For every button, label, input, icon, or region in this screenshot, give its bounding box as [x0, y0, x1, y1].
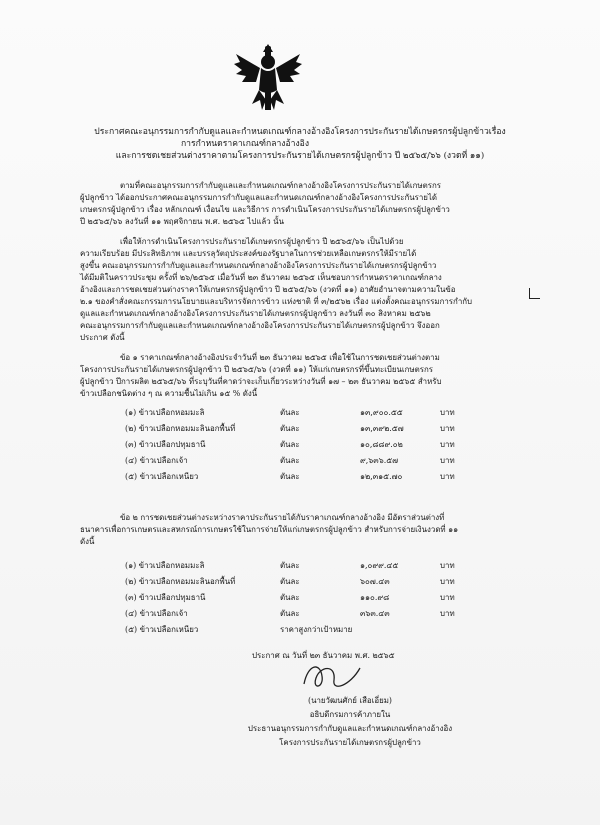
paragraph-intro [80, 180, 532, 228]
compensation-row [125, 608, 545, 620]
price-row [125, 439, 545, 451]
margin-mark [529, 288, 540, 299]
paragraph-line: ข้อ ๑ ราคาเกณฑ์กลางอ้างอิงประจำวันที่ ๒๓ ธันวาคม ๒๕๖๕ เพื่อใช้ในการชดเชยส่วนต่างตาม [120, 353, 440, 362]
currency: บาท [440, 472, 455, 481]
price: ๖๐๗.๔๓ [360, 577, 390, 586]
currency: บาท [440, 440, 455, 449]
paragraph-line: คณะอนุกรรมการกำกับดูแลและกำหนดเกณฑ์กลางอ้างอิงโครงการประกันรายได้เกษตรกรผู้ปลูกข้าว จึงออก [80, 321, 440, 330]
currency: บาท [440, 593, 455, 602]
unit: ตันละ [280, 593, 300, 602]
announce-date: ประกาศ ณ วันที่ ๒๓ ธันวาคม พ.ศ. ๒๕๖๕ [252, 651, 395, 660]
currency: บาท [440, 456, 455, 465]
price-row [125, 455, 545, 467]
paragraph-line: ธนาคารเพื่อการเกษตรและสหกรณ์การเกษตรใช้ในการจ่ายให้แก่เกษตรกรผู้ปลูกข้าว สำหรับการจ่ายเงินงวดที่ ๑๑ [80, 525, 459, 534]
signer-title: อธิบดีกรมการค้าภายใน [309, 710, 391, 719]
unit: ตันละ [280, 609, 300, 618]
clause-2 [80, 512, 532, 548]
unit: ตันละ [280, 456, 300, 465]
price-row [125, 471, 545, 483]
price: ๓๖๓.๔๓ [360, 609, 390, 618]
price: ๑,๐๙๙.๔๕ [360, 561, 399, 570]
garuda-emblem-icon [232, 44, 304, 114]
unit: ตันละ [280, 577, 300, 586]
price: ๑๐,๘๘๙.๐๒ [360, 440, 403, 449]
currency: บาท [440, 408, 455, 417]
paragraph-line: ผู้ปลูกข้าว ปีการผลิต ๒๕๖๕/๖๖ ที่ระบุวันที่คาดว่าจะเก็บเกี่ยวระหว่างวันที่ ๑๗ – ๒๓ ธันวาคม ๒๕๖๕ สำหรับ [80, 377, 442, 386]
header-line-1: ประกาศคณะอนุกรรมการกำกับดูแลและกำหนดเกณฑ์กลางอ้างอิงโครงการประกันรายได้เกษตรกรผู้ปลูกข้าวเรื่อง [94, 127, 506, 137]
handwritten-signature [298, 656, 368, 696]
rice-type: (๒) ข้าวเปลือกหอมมะลินอกพื้นที่ [125, 577, 236, 586]
price: ๑๒,๓๑๕.๗๐ [360, 472, 403, 481]
paragraph-line: ผู้ปลูกข้าว ได้ออกประกาศคณะอนุกรรมการกำกับดูแลและกำหนดเกณฑ์กลางอ้างอิงโครงการประกันรายได้ [80, 193, 438, 202]
rice-type: (๔) ข้าวเปลือกเจ้า [125, 456, 188, 465]
compensation-row [125, 560, 545, 572]
paragraph-line: ๒.๑ ของคำสั่งคณะกรรมการนโยบายและบริหารจัดการข้าว แห่งชาติ ที่ ๓/๒๕๖๒ เรื่อง แต่งตั้งคณะอนุกรรมการกำกับ [80, 297, 473, 306]
compensation-row [125, 576, 545, 588]
signer-role-2: โครงการประกันรายได้เกษตรกรผู้ปลูกข้าว [279, 738, 421, 747]
currency: บาท [440, 424, 455, 433]
unit: ตันละ [280, 561, 300, 570]
paragraph-line: ดูแลและกำหนดเกณฑ์กลางอ้างอิงโครงการประกันรายได้เกษตรกรผู้ปลูกข้าว ลงวันที่ ๓๐ สิงหาคม ๒๕๖๒ [80, 309, 431, 318]
signer-name: (นายวัฒนศักย์ เสือเอี่ยม) [308, 696, 392, 705]
compensation-row [125, 592, 545, 604]
unit: ราคาสูงกว่าเป้าหมาย [280, 625, 353, 634]
rice-type: (๑) ข้าวเปลือกหอมมะลิ [125, 561, 205, 570]
compensation-row [125, 624, 545, 636]
price: ๑๑๐.๙๘ [360, 593, 390, 602]
paragraph-resolution [80, 236, 532, 344]
currency: บาท [440, 609, 455, 618]
rice-type: (๔) ข้าวเปลือกเจ้า [125, 609, 188, 618]
paragraph-line: โครงการประกันรายได้เกษตรกรผู้ปลูกข้าว ปี ๒๕๖๕/๖๖ (งวดที่ ๑๑) ให้แก่เกษตรกรที่ขึ้นทะเบียนเกษตรกร [80, 365, 433, 374]
paragraph-line: ข้อ ๒ การชดเชยส่วนต่างระหว่างราคาประกันรายได้กับราคาเกณฑ์กลางอ้างอิง มีอัตราส่วนต่างที่ [120, 513, 445, 522]
rice-type: (๕) ข้าวเปลือกเหนียว [125, 472, 199, 481]
rice-type: (๓) ข้าวเปลือกปทุมธานี [125, 593, 206, 602]
paragraph-line: ตามที่คณะอนุกรรมการกำกับดูแลและกำหนดเกณฑ์กลางอ้างอิงโครงการประกันรายได้เกษตรกร [120, 181, 441, 190]
unit: ตันละ [280, 440, 300, 449]
paragraph-line: อ้างอิงและการชดเชยส่วนต่างราคาให้เกษตรกรผู้ปลูกข้าว ปี ๒๕๖๕/๖๖ (งวดที่ ๑๑) อาศัยอำนาจตามความในข้อ [80, 285, 456, 294]
rice-type: (๕) ข้าวเปลือกเหนียว [125, 625, 199, 634]
clause-1 [80, 352, 532, 400]
rice-type: (๓) ข้าวเปลือกปทุมธานี [125, 440, 206, 449]
paragraph-line: เพื่อให้การดำเนินโครงการประกันรายได้เกษตรกรผู้ปลูกข้าว ปี ๒๕๖๕/๖๖ เป็นไปด้วย [120, 237, 404, 246]
rice-type: (๑) ข้าวเปลือกหอมมะลิ [125, 408, 205, 417]
paragraph-line: สูงขึ้น คณะอนุกรรมการกำกับดูแลและกำหนดเกณฑ์กลางอ้างอิงโครงการประกันรายได้เกษตรกรผู้ปลูกข้าว [80, 261, 437, 270]
header-line-2: การกำหนดราคาเกณฑ์กลางอ้างอิง [180, 139, 310, 149]
unit: ตันละ [280, 424, 300, 433]
paragraph-line: ข้าวเปลือกชนิดต่าง ๆ ณ ความชื้นไม่เกิน ๑๕ % ดังนี้ [80, 389, 258, 398]
currency: บาท [440, 561, 455, 570]
paragraph-line: ดังนี้ [80, 537, 95, 546]
paragraph-line: ปี ๒๕๖๕/๖๖ ลงวันที่ ๑๑ พฤศจิกายน พ.ศ. ๒๕๖๕ ไปแล้ว นั้น [80, 217, 284, 226]
paragraph-line: ได้มีมติในคราวประชุม ครั้งที่ ๒๖/๒๕๖๕ เมื่อวันที่ ๒๓ ธันวาคม ๒๕๖๕ เห็นชอบการกำหนดราคาเกณฑ์กลาง [80, 273, 442, 282]
unit: ตันละ [280, 408, 300, 417]
price-row [125, 407, 545, 419]
price: ๑๓,๙๐๐.๕๕ [360, 408, 403, 417]
paragraph-line: ความเรียบร้อย มีประสิทธิภาพ และบรรลุวัตถุประสงค์ของรัฐบาลในการช่วยเหลือเกษตรกรให้มีรายได้ [80, 249, 417, 258]
price: ๑๓,๓๙๒.๕๗ [360, 424, 404, 433]
rice-type: (๒) ข้าวเปลือกหอมมะลินอกพื้นที่ [125, 424, 236, 433]
price: ๙,๖๓๖.๕๗ [360, 456, 399, 465]
currency: บาท [440, 577, 455, 586]
price-row [125, 423, 545, 435]
signer-role-1: ประธานอนุกรรมการกำกับดูแลและกำหนดเกณฑ์กลางอ้างอิง [247, 724, 453, 733]
paragraph-line: เกษตรกรผู้ปลูกข้าว เรื่อง หลักเกณฑ์ เงื่อนไข และวิธีการ การดำเนินโครงการประกันรายได้เกษตรกรผู้ปลูกข้าว [80, 205, 450, 214]
header-line-3: และการชดเชยส่วนต่างราคาตามโครงการประกันรายได้เกษตรกรผู้ปลูกข้าว ปี ๒๕๖๕/๖๖ (งวดที่ ๑๑) [115, 151, 485, 161]
unit: ตันละ [280, 472, 300, 481]
paragraph-line: ประกาศ ดังนี้ [80, 333, 125, 342]
